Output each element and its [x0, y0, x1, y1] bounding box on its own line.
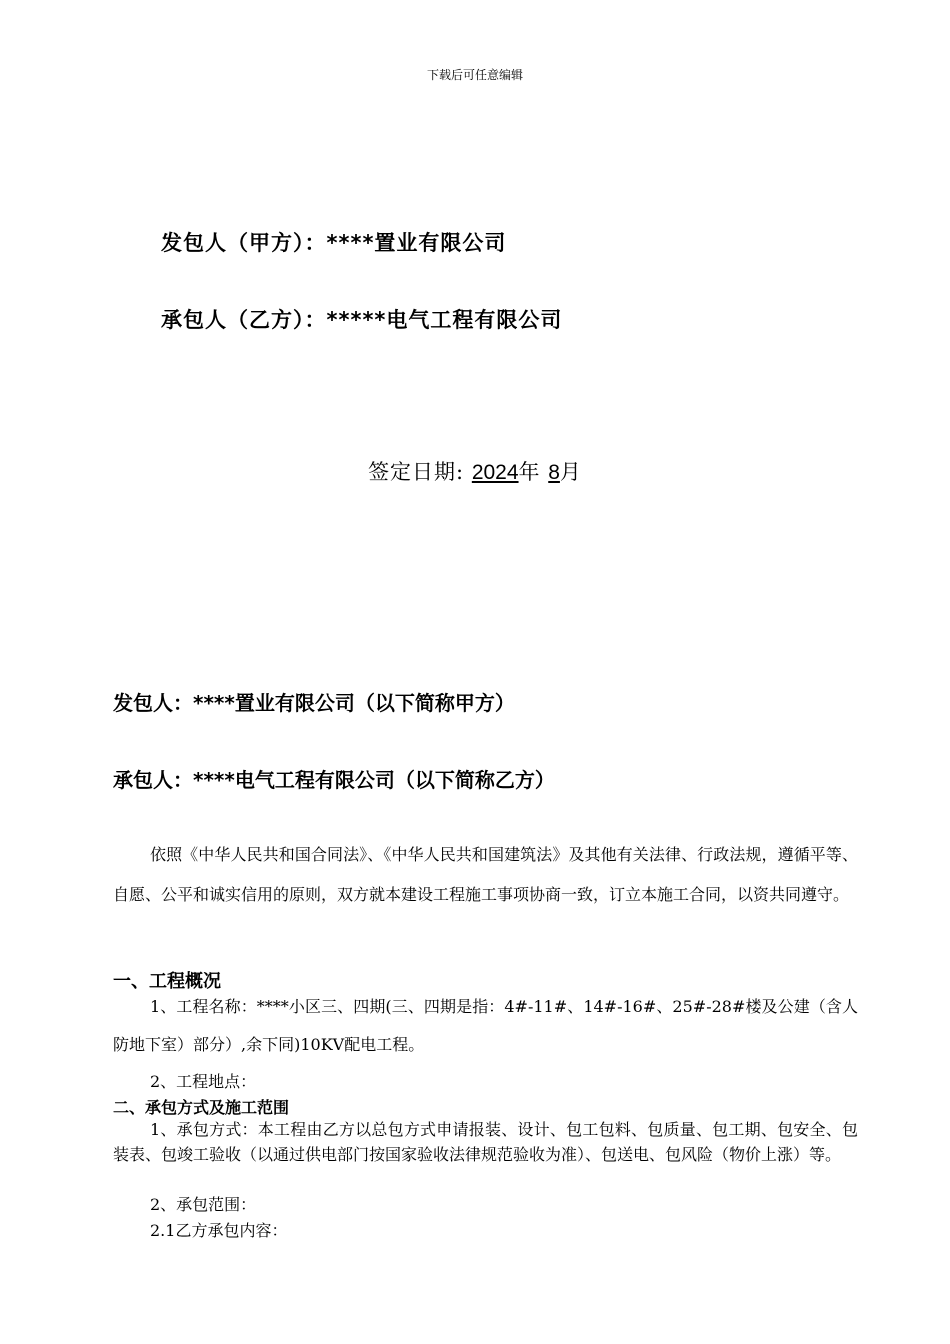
section2-title: 二、承包方式及施工范围: [113, 1098, 290, 1117]
section2-item1: [113, 1117, 858, 1167]
section1-title: 一、工程概况: [113, 971, 221, 992]
section1-item1: [113, 988, 858, 1064]
cover-employer: 发包人（甲方）：****置业有限公司: [161, 231, 507, 255]
section2-item2-1: 2.1乙方承包内容：: [150, 1221, 288, 1240]
date-label: 签定日期:: [368, 460, 465, 484]
section1-item2: 2、工程地点：: [150, 1072, 257, 1091]
party-contractor: 承包人：****电气工程有限公司（以下简称乙方）: [113, 768, 555, 792]
date-year: 2024: [471, 461, 519, 484]
party-employer: 发包人：****置业有限公司（以下简称甲方）: [113, 691, 515, 715]
page-header: 下载后可任意编辑: [426, 68, 523, 82]
section2-item2: 2、承包范围：: [150, 1195, 257, 1214]
section1-item1-text: 1、工程名称：****小区三、四期(三、四期是指：4#-11#、14#-16#、25#-28#楼及公建（含人防地下室）部分）,余下同)10KV配电工程。: [113, 997, 858, 1054]
section2-item1-text: 1、承包方式：本工程由乙方以总包方式申请报装、设计、包工包料、包质量、包工期、包安全、包装表、包竣工验收（以通过供电部门按国家验收法律规范验收为准）、包送电、包风险（物价上涨）等。: [113, 1120, 858, 1164]
date-month-unit: 月: [559, 460, 582, 484]
date-month: 8: [548, 461, 560, 484]
signing-date: [0, 456, 950, 486]
intro-paragraph: [113, 835, 858, 915]
date-year-unit: 年: [518, 460, 541, 484]
intro-text: 依照《中华人民共和国合同法》、《中华人民共和国建筑法》及其他有关法律、行政法规，遵循平等、自愿、公平和诚实信用的原则，双方就本建设工程施工事项协商一致，订立本施工合同，以资共同遵守。: [113, 845, 858, 904]
cover-contractor: 承包人（乙方）：*****电气工程有限公司: [161, 308, 563, 332]
